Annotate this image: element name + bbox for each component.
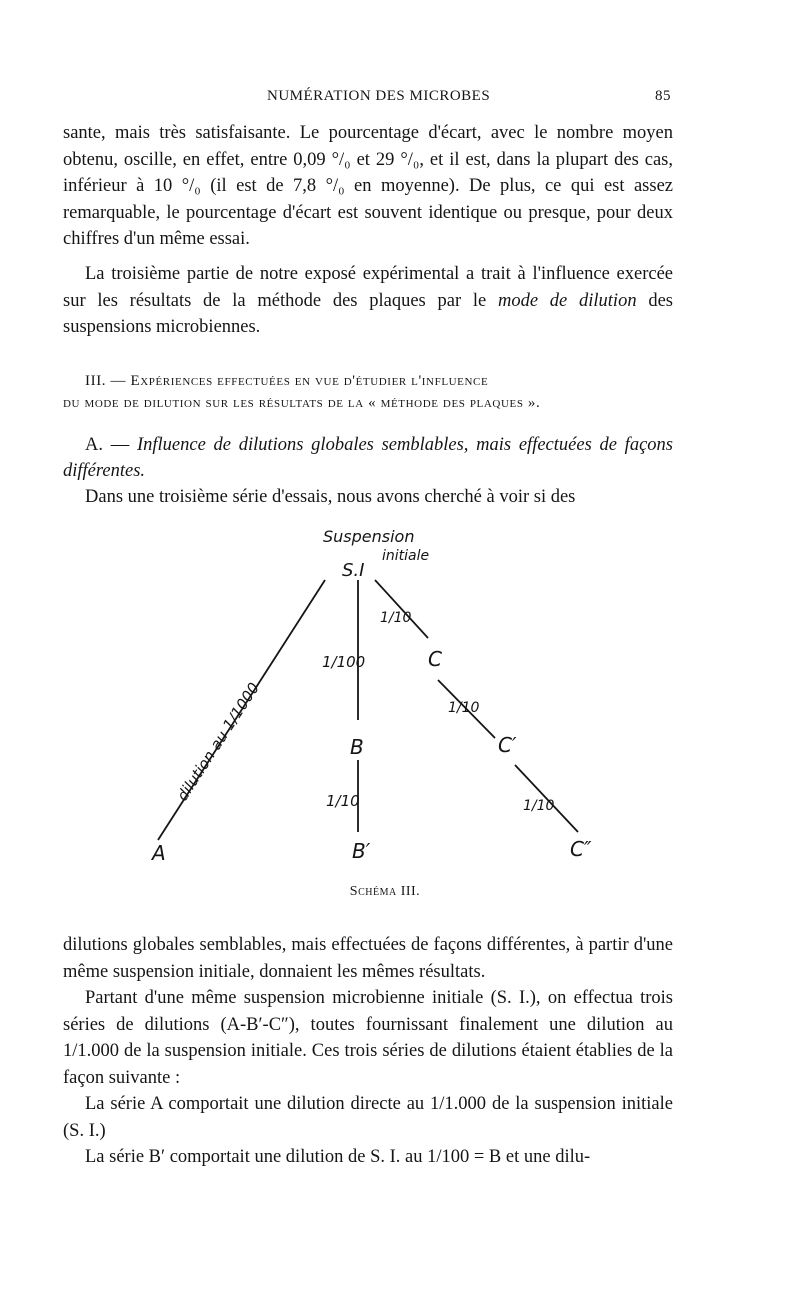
edge-label-C2: 1/10 (448, 700, 480, 716)
edge-label-B2: 1/10 (326, 792, 360, 810)
paragraph-4-text: dilutions globales semblables, mais effectuées de façons différentes, à partir d'une même suspension initiale, donnaient les mêmes résultats. (63, 935, 673, 982)
subsection-heading (63, 432, 673, 510)
running-head (0, 88, 800, 108)
node-C: C (428, 647, 442, 671)
node-B-prime: B′ (352, 839, 371, 860)
subsection-title: Influence de dilutions globales semblables, mais effectuées de façons différentes. (63, 435, 673, 481)
figure-caption (0, 884, 800, 900)
running-head-title: NUMÉRATION DES MICROBES (267, 88, 491, 104)
edge-line-C (375, 580, 428, 638)
paragraph-2-before: La troisième partie de notre exposé expérimental a trait à l'influence exercée sur les résultats de la méthode des plaques par le (63, 264, 673, 311)
label-suspension: Suspension (323, 527, 415, 546)
edge-label-B: 1/100 (322, 653, 366, 671)
section-heading (63, 370, 673, 414)
paragraph-7-text: La série B′ comportait une dilution de S. I. au 1/100 = B et une dilu- (85, 1147, 591, 1167)
edge-label-C: 1/10 (380, 610, 412, 626)
section-heading-number: III. — (85, 373, 127, 389)
node-C-double-prime: C″ (570, 837, 592, 860)
paragraph-5-text: Partant d'une même suspension microbienne initiale (S. I.), on effectua trois séries de dilutions (A-B′-C″), toutes fournissant finalement une dilution au 1/1.000 de la suspension initiale. Ces trois séries de dilutions étaient établies de la façon suivante : (63, 988, 673, 1088)
paragraph-1-text: sante, mais très satisfaisante. Le pourcentage d'écart, avec le nombre moyen obtenu, oscille, en effet, entre 0,09 °/₀ et 29 °/₀, et il est, dans la plupart des cas, inférieur à 10 °/₀ (il est de 7,8 °/₀ en moyenne). De plus, ce qui est assez remarquable, le pourcentage d'écart est souvent identique ou presque, pour deux chiffres d'un même essai. (63, 123, 673, 249)
dilution-diagram (130, 520, 630, 860)
paragraph-2-after: des suspensions microbiennes. (63, 290, 673, 337)
subsection-heading-text (63, 432, 673, 484)
label-initiale: initiale (382, 548, 430, 564)
paragraph-3-text: Dans une troisième série d'essais, nous avons cherché à voir si des (85, 487, 576, 507)
paragraph-2-text (63, 261, 673, 341)
section-heading-line-1 (63, 370, 673, 392)
node-B: B (350, 735, 364, 759)
edge-label-C3: 1/10 (523, 798, 555, 814)
page-number: 85 (655, 88, 671, 104)
paragraph-6-text: La série A comportait une dilution directe au 1/1.000 de la suspension initiale (S. I.) (63, 1094, 673, 1141)
node-SI: S.I (342, 560, 365, 581)
subsection-label: A. — (85, 435, 130, 455)
paragraph-1 (63, 120, 673, 253)
paragraph-2 (63, 261, 673, 341)
dilution-diagram-svg (130, 520, 630, 860)
section-heading-title-1: Expériences effectuées en vue d'étudier l'influence (130, 373, 489, 389)
figure-caption-text: Schéma III. (349, 884, 421, 899)
edge-label-A: dilution au 1/1000 (173, 679, 264, 805)
paragraph-2-italic: mode de dilution (497, 290, 637, 311)
paragraph-4 (63, 932, 673, 1171)
section-heading-title-2: du mode de dilution sur les résultats de la « méthode des plaques ». (63, 395, 541, 411)
node-A: A (152, 841, 166, 860)
node-C-prime: C′ (498, 733, 517, 757)
